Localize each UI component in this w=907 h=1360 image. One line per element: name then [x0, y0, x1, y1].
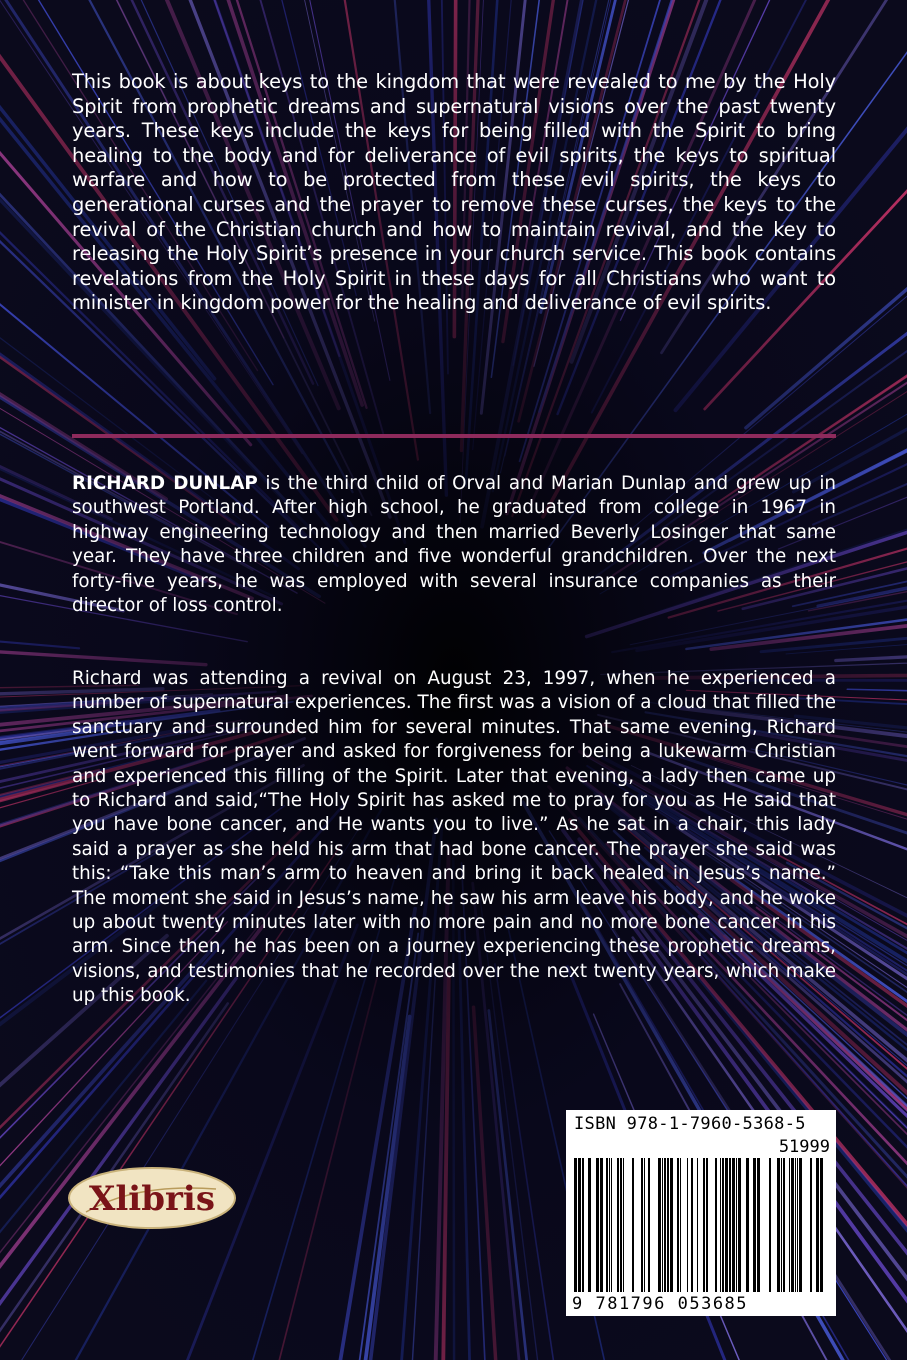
author-bio: [72, 472, 836, 618]
isbn-label: ISBN 978-1-7960-5368-5: [574, 1114, 806, 1134]
ean-number: 9 781796 053685: [572, 1294, 749, 1314]
author-story: Richard was attending a revival on August 23, 1997, when he experienced a number of supernatural experiences. The first was a vision of a cloud that filled the sanctuary and surrounded him for several minutes. That same evening, Richard went forward for prayer and asked for forgiveness for being a lukewarm Christian and experienced this filling of the Spirit. Later that evening, a lady then came up to Richard and said,“The Holy Spirit has asked me to pray for you as He said that you have bone cancer, and He wants you to live.” As he sat in a chair, this lady said a prayer as she held his arm that had bone cancer. The prayer she said was this: “Take this man’s arm to heaven and bring it back healed in Jesus’s name.” The moment she said in Jesus’s name, he saw his arm leave his body, and he woke up about twenty minutes later with no more pain and no more bone cancer in his arm. Since then, he has been on a journey experiencing these prophetic dreams, visions, and testimonies that he recorded over the next twenty years, which make up this book.: [72, 668, 836, 1007]
publisher-logo-text: Xlibris: [89, 1179, 215, 1219]
section-divider: [72, 434, 836, 438]
barcode-bars: [572, 1158, 830, 1292]
publisher-logo: [66, 1165, 238, 1231]
back-cover-blurb: This book is about keys to the kingdom that were revealed to me by the Holy Spirit from prophetic dreams and supernatural visions over the past twenty years. These keys include the keys for being filled with the Spirit to bring healing to the body and for deliverance of evil spirits, the keys to spiritual warfare and how to be protected from these evil spirits, the keys to generational curses and the prayer to remove these curses, the keys to the revival of the Christian church and how to maintain revival, and the key to releasing the Holy Spirit’s presence in your church service. This book contains revelations from the Holy Spirit in these days for all Christians who want to minister in kingdom power for the healing and deliverance of evil spirits.: [72, 70, 836, 315]
author-name: RICHARD DUNLAP: [72, 473, 258, 494]
isbn-barcode: [566, 1110, 836, 1316]
author-bio-text: is the third child of Orval and Marian Dunlap and grew up in southwest Portland. After high school, he graduated from college in 1967 in highway engineering technology and then married Beverly Losinger that same year. They have three children and five wonderful grandchildren. Over the next forty-five years, he was employed with several insurance companies as their director of loss control.: [72, 473, 836, 617]
price-code: 51999: [778, 1137, 830, 1157]
